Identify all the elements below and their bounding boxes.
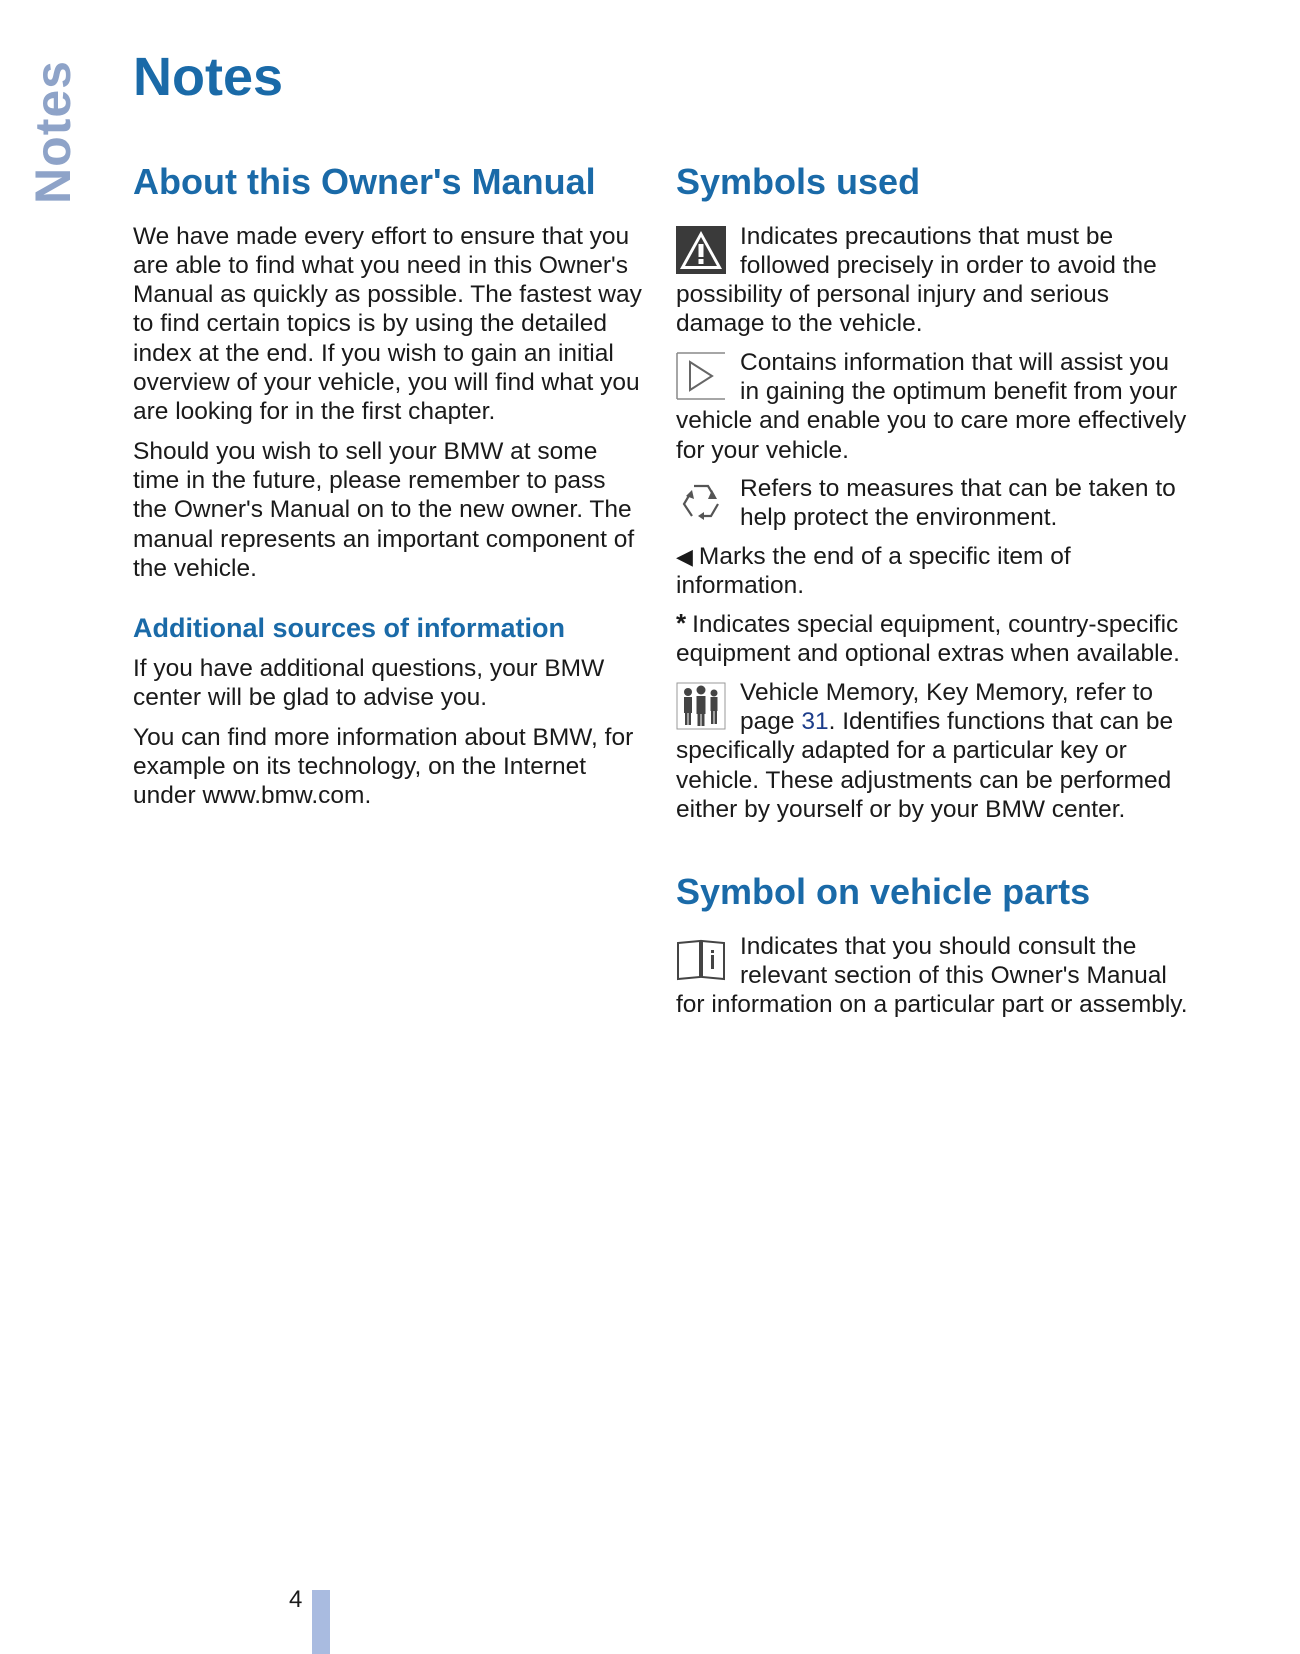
symbols-used-heading: Symbols used: [676, 161, 921, 202]
symbol-book-text: Indicates that you should consult the relevant section of this Owner's Manual for information on a particular part or assembly.: [676, 932, 1188, 1019]
symbol-warning: [676, 222, 1191, 339]
warning-icon: [676, 225, 726, 275]
tip-arrow-icon: [676, 351, 726, 401]
asterisk-icon: *: [676, 608, 687, 639]
symbol-end-marker: [676, 542, 1191, 601]
symbol-environment: [676, 474, 1191, 533]
symbol-special-text: Indicates special equipment, country-specific equipment and optional extras when available.: [676, 611, 1180, 668]
symbol-environment-text: Refers to measures that can be taken to help protect the environment.: [740, 474, 1176, 532]
symbol-special-line: [676, 609, 1191, 669]
symbol-memory: [676, 678, 1191, 824]
page-marker-bar: [312, 1590, 330, 1654]
additional-paragraph-2: You can find more information about BMW, for example on its technology, on the Internet under www.bmw.com.: [133, 723, 634, 810]
about-paragraph-1: We have made every effort to ensure that you are able to find what you need in this Owner's Manual as quickly as possible. The fastest way to find certain topics is by using the detailed index at the end. If you wish to gain an initial overview of your vehicle, you will find what you are looking for in the first chapter.: [133, 222, 642, 426]
symbol-special: [676, 609, 1191, 669]
additional-sources-heading: Additional sources of information: [133, 613, 566, 644]
symbol-book: [676, 932, 1191, 1020]
symbol-end-marker-text: Marks the end of a specific item of information.: [676, 542, 1071, 599]
left-column: [133, 162, 643, 821]
symbol-tip-text: Contains information that will assist you in gaining the optimum benefit from your vehicle and enable you to care more effectively for your vehicle.: [676, 348, 1187, 464]
symbol-end-marker-line: [676, 542, 1191, 601]
symbol-memory-text-after: . Identifies functions that can be specifically adapted for a particular key or vehicle. These adjustments can be performed either by yourself or by your BMW center.: [676, 708, 1174, 823]
end-triangle-icon: ◀: [676, 543, 693, 569]
additional-paragraph-1: If you have additional questions, your BMW center will be glad to advise you.: [133, 655, 605, 712]
right-column: [676, 162, 1191, 1029]
book-info-icon: [676, 935, 726, 985]
symbol-tip: [676, 348, 1191, 465]
symbol-memory-line: [676, 678, 1191, 824]
page-title: Notes: [133, 47, 284, 107]
vehicle-parts-heading: Symbol on vehicle parts: [676, 871, 1091, 913]
recycle-icon: [676, 477, 726, 527]
page-link-31[interactable]: 31: [801, 708, 829, 736]
side-tab: [25, 52, 82, 212]
about-manual-heading: About this Owner's Manual: [133, 161, 596, 202]
side-tab-label: Notes: [25, 60, 82, 204]
symbol-warning-text: Indicates precautions that must be followed precisely in order to avoid the possibility of personal injury and serious damage to the vehicle.: [676, 222, 1157, 338]
symbol-memory-text-before: Vehicle Memory, Key Memory, refer to page: [740, 678, 1153, 736]
page-number: 4: [289, 1586, 303, 1613]
people-memory-icon: [676, 681, 726, 731]
about-paragraph-2: Should you wish to sell your BMW at some time in the future, please remember to pass the Owner's Manual on to the new owner. The manual represents an important component of the vehicle.: [133, 437, 635, 582]
